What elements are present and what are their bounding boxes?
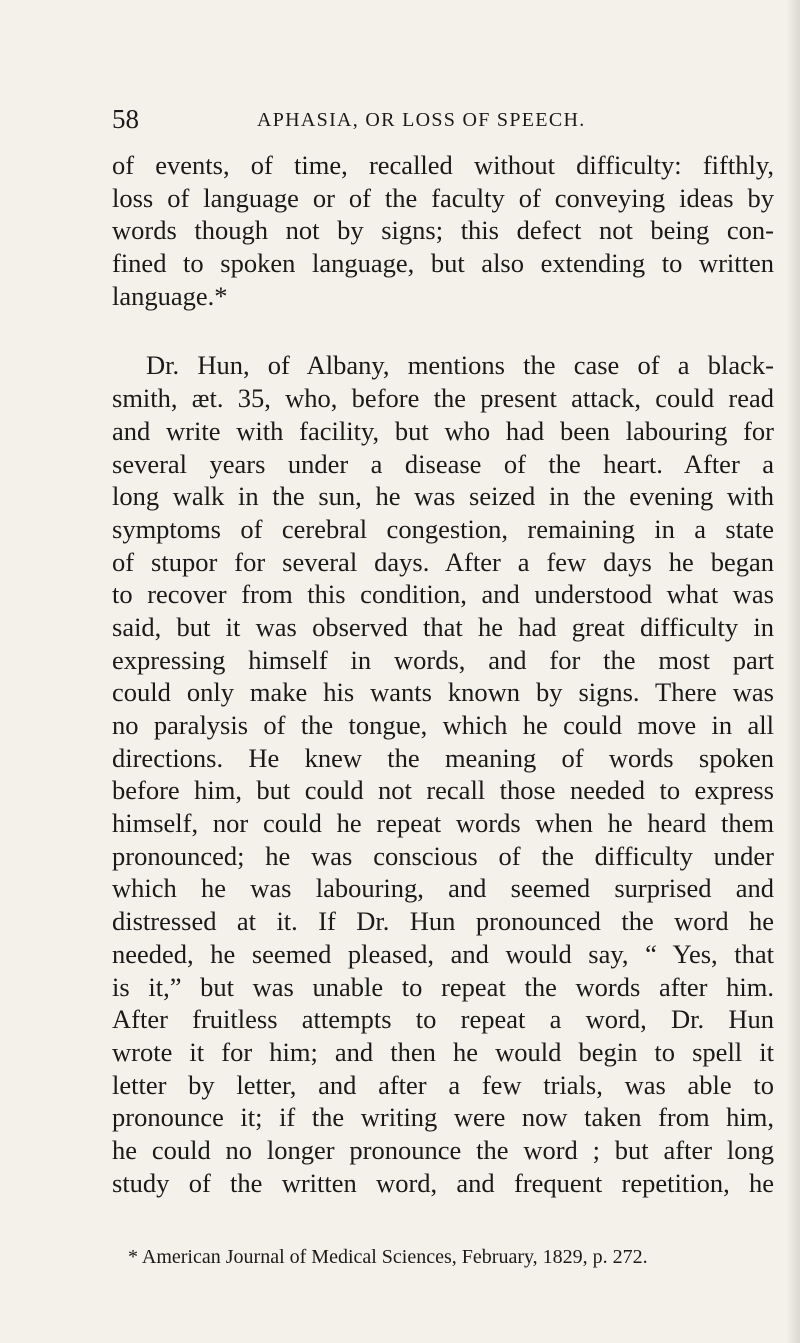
page-number: 58 bbox=[112, 104, 139, 134]
page-edge-shadow bbox=[786, 0, 800, 1343]
text-line: several years under a disease of the heart. After a bbox=[112, 448, 774, 479]
text-line: of events, of time, recalled without difficulty: fifthly, bbox=[112, 150, 774, 180]
text-line: pronounced; he was conscious of the difficulty under bbox=[112, 840, 774, 871]
text-line: smith, æt. 35, who, before the present attack, could read bbox=[112, 383, 774, 414]
text-line: no paralysis of the tongue, which he could move in all bbox=[112, 710, 774, 740]
text-line: symptoms of cerebral congestion, remaining in a state bbox=[112, 513, 774, 544]
text-line: expressing himself in words, and for the most part bbox=[112, 644, 774, 675]
text-line: Dr. Hun, of Albany, mentions the case of a black- bbox=[146, 350, 774, 381]
text-line: before him, but could not recall those needed to express bbox=[112, 775, 774, 806]
text-line: words though not by signs; this defect not being con- bbox=[112, 215, 774, 246]
text-line: long walk in the sun, he was seized in the evening with bbox=[112, 481, 774, 512]
text-line: fined to spoken language, but also extending to written bbox=[112, 248, 774, 279]
body-text bbox=[112, 149, 774, 1199]
footnote: * American Journal of Medical Sciences, February, 1829, p. 272. bbox=[128, 1246, 648, 1268]
text-line: said, but it was observed that he had great difficulty in bbox=[112, 611, 774, 642]
text-line: of stupor for several days. After a few days he began bbox=[112, 546, 774, 577]
text-line: could only make his wants known by signs. There was bbox=[112, 677, 774, 708]
text-line: and write with facility, but who had been labouring for bbox=[112, 415, 774, 446]
text-line: needed, he seemed pleased, and would say, “ Yes, that bbox=[112, 938, 774, 969]
text-line: to recover from this condition, and understood what was bbox=[112, 579, 774, 610]
text-line: study of the written word, and frequent repetition, he bbox=[112, 1167, 774, 1198]
running-head: APHASIA, OR LOSS OF SPEECH. bbox=[257, 109, 586, 131]
text-line: himself, nor could he repeat words when he heard them bbox=[112, 808, 774, 839]
page-header bbox=[112, 104, 752, 134]
text-line: pronounce it; if the writing were now taken from him, bbox=[112, 1102, 774, 1133]
text-line: which he was labouring, and seemed surprised and bbox=[112, 873, 774, 904]
paragraph-1 bbox=[112, 149, 774, 312]
text-line: distressed at it. If Dr. Hun pronounced the word he bbox=[112, 906, 774, 937]
text-line: loss of language or of the faculty of conveying ideas by bbox=[112, 182, 774, 213]
text-line: After fruitless attempts to repeat a word, Dr. Hun bbox=[112, 1004, 774, 1035]
text-line: is it,” but was unable to repeat the words after him. bbox=[112, 971, 774, 1002]
text-line: directions. He knew the meaning of words spoken bbox=[112, 742, 774, 773]
text-line: wrote it for him; and then he would begin to spell it bbox=[112, 1036, 774, 1067]
text-line: he could no longer pronounce the word ; but after long bbox=[112, 1134, 774, 1165]
text-line: language.* bbox=[112, 280, 228, 311]
text-line: letter by letter, and after a few trials, was able to bbox=[112, 1069, 774, 1100]
paragraph-2 bbox=[112, 349, 774, 1199]
